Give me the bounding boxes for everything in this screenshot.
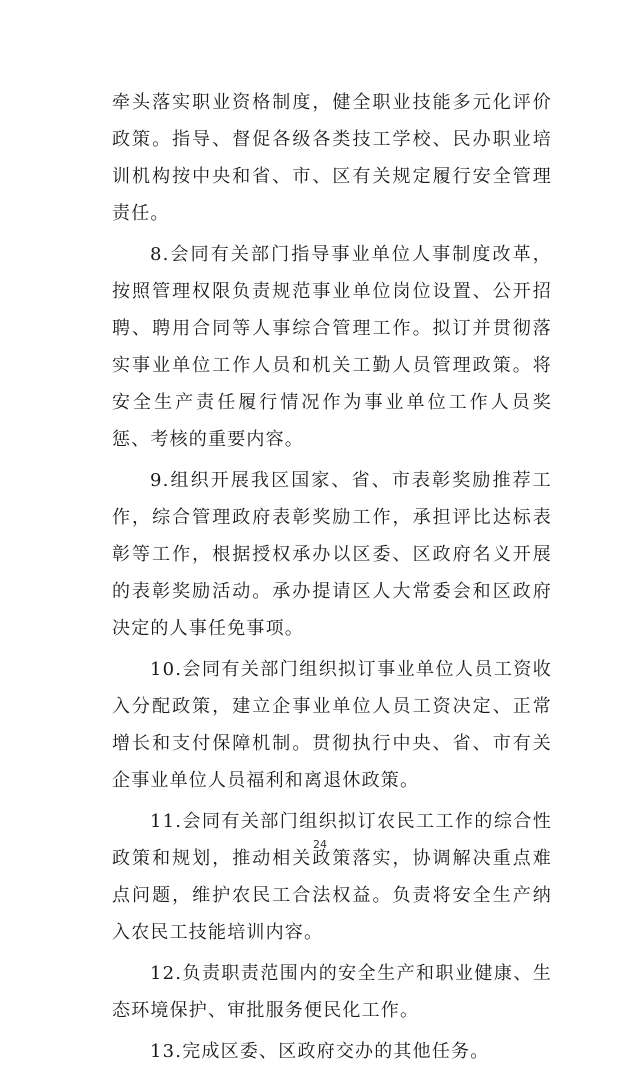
paragraph-item-13: 13.完成区委、区政府交办的其他任务。: [150, 1041, 490, 1062]
paragraph-item-12: 12.负责职责范围内的安全生产和职业健康、生态环境保护、审批服务便民化工作。: [112, 963, 552, 1021]
paragraph-continuation: 牵头落实职业资格制度，健全职业技能多元化评价政策。指导、督促各级各类技工学校、民办职业培训机构按中央和省、市、区有关规定履行安全管理责任。: [112, 92, 552, 224]
paragraph-item-10: 10.会同有关部门组织拟订事业单位人员工资收入分配政策，建立企事业单位人员工资决定、正常增长和支付保障机制。贯彻执行中央、省、市有关企事业单位人员福利和离退休政策。: [112, 659, 552, 791]
paragraph-item-8: 8.会同有关部门指导事业单位人事制度改革，按照管理权限负责规范事业单位岗位设置、公开招聘、聘用合同等人事综合管理工作。拟订并贯彻落实事业单位工作人员和机关工勤人员管理政策。将安全生产责任履行情况作为事业单位工作人员奖惩、考核的重要内容。: [112, 244, 552, 450]
page-number: 24: [313, 838, 327, 851]
document-body: [112, 84, 552, 1070]
paragraph-item-11: 11.会同有关部门组织拟订农民工工作的综合性政策和规划，推动相关政策落实，协调解决重点难点问题，维护农民工合法权益。负责将安全生产纳入农民工技能培训内容。: [112, 811, 552, 943]
paragraph-item-9: 9.组织开展我区国家、省、市表彰奖励推荐工作，综合管理政府表彰奖励工作，承担评比达标表彰等工作，根据授权承办以区委、区政府名义开展的表彰奖励活动。承办提请区人大常委会和区政府决定的人事任免事项。: [112, 470, 552, 639]
